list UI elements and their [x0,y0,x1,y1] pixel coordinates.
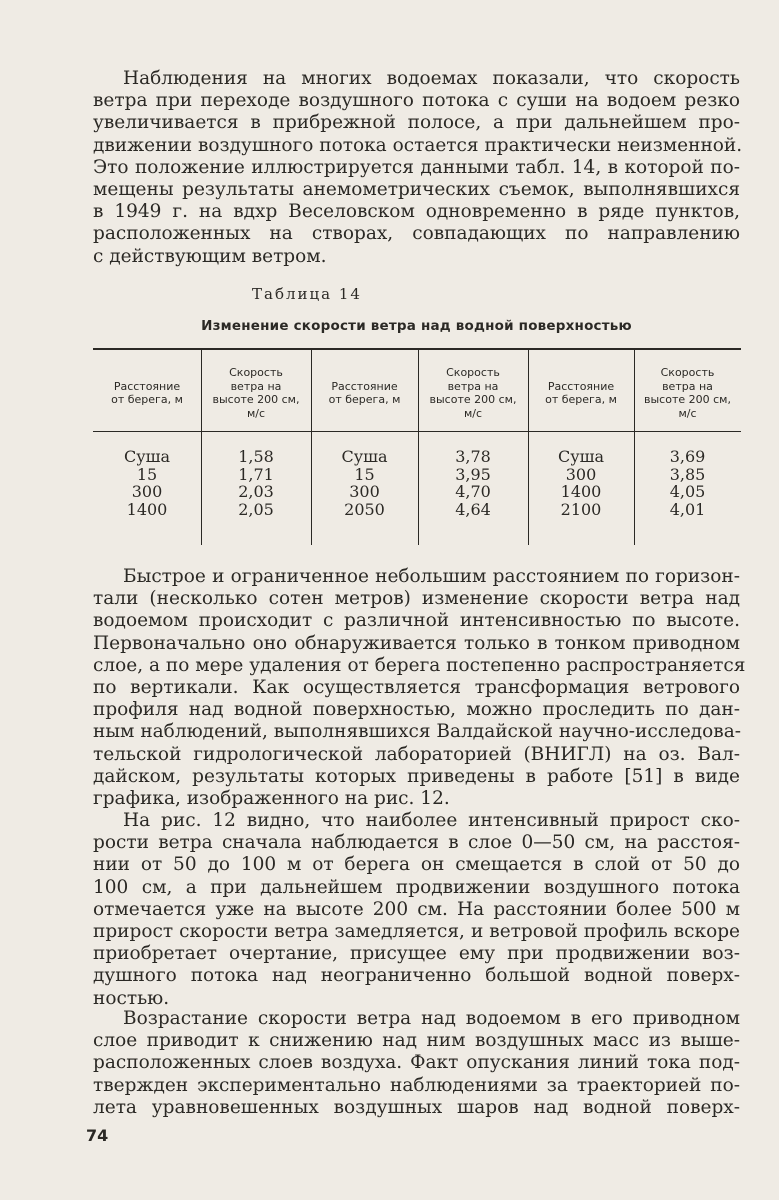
table-cell: Суша [123,447,171,466]
table-cell: 2100 [560,499,602,519]
text-line: мещены результаты анемометрических съемок, выполнявшихся [93,179,740,201]
table-cell: 300 [565,464,597,484]
table-cell: 3,85 [669,464,706,484]
header-distance: Расстояние от берега, м [328,379,401,406]
header-speed: Скорость ветра на высоте 200 см, м/с [429,366,517,420]
table-caption: Таблица 14 [252,285,362,303]
column-distance-3 [528,448,634,518]
table-cell: Суша [341,447,388,466]
text-line: тали (несколько сотен метров) изменение скорости ветра над [93,588,740,610]
paragraph-intro [93,68,743,268]
table-cell: Суша [557,447,605,466]
table-cell: 1,58 [238,447,274,466]
page-number: 74 [86,1126,109,1145]
text-line: прирост скорости ветра замедляется, и ветровой профиль вскоре [93,921,740,943]
column-speed-1 [201,448,311,518]
paragraph-fig12 [93,810,740,1010]
text-line: нии от 50 до 100 м от берега он смещается в слой от 50 до [93,854,740,876]
text-line: ностью. [93,987,170,1009]
text-line: лета уравновешенных воздушных шаров над водной поверх- [93,1096,740,1118]
text-line: отмечается уже на высоте 200 см. На расстоянии более 500 м [93,898,740,920]
text-line: тельской гидрологической лабораторией (ВНИГЛ) на оз. Вал- [93,743,740,765]
text-line: рости ветра сначала наблюдается в слое 0—50 см, на расстоя- [93,832,740,854]
table-cell: 2050 [344,499,385,519]
table-cell: 1,71 [238,464,274,484]
column-distance-2 [311,448,418,518]
text-line: увеличивается в прибрежной полосе, а при дальнейшем про- [93,112,740,134]
text-line: Возрастание скорости ветра над водоемом в его приводном [123,1008,740,1029]
table-cell: 4,70 [455,482,491,501]
text-line: слое приводит к снижению над ним воздушных масс из выше- [93,1030,740,1052]
text-line: с действующим ветром. [93,245,327,267]
table-header-rule [93,431,741,432]
text-line: Наблюдения на многих водоемах показали, что скорость [123,68,740,89]
paragraph-fast-change [93,566,746,810]
text-line: движении воздушного потока остается практически неизменной. [93,134,743,156]
paragraph-descent [93,1008,740,1119]
text-line: ным наблюдений, выполнявшихся Валдайской научно-исследова- [93,721,741,743]
text-line: Первоначально оно обнаруживается только в тонком приводном [93,632,740,654]
column-speed-3 [634,448,741,518]
text-line: Это положение иллюстрируется данными табл. 14, в которой по- [93,156,740,178]
table-cell: 2,03 [238,482,274,501]
header-distance: Расстояние от берега, м [111,379,183,406]
wind-speed-table [93,348,741,553]
text-line: 100 см, а при дальнейшем продвижении воздушного потока [93,876,740,898]
table-cell: 15 [354,464,375,484]
text-line: слое, а по мере удаления от берега постепенно распространяется [93,654,746,676]
column-speed-2 [418,448,528,518]
header-speed: Скорость ветра на высоте 200 см, м/с [212,366,300,420]
table-cell: 3,78 [455,447,491,466]
text-line: водоемом происходит с различной интенсивностью по высоте. [93,610,740,632]
text-line: профиля над водной поверхностью, можно проследить по дан- [93,699,740,721]
text-line: по вертикали. Как осуществляется трансформация ветрового [93,677,740,699]
table-cell: 4,01 [669,499,706,519]
text-line: расположенных на створах, совпадающих по направлению [93,223,740,245]
table-cell: 1400 [126,499,168,519]
table-cell: 3,95 [455,464,491,484]
table-cell: 1400 [560,482,602,501]
table-top-rule [93,348,741,350]
text-line: ветра при переходе воздушного потока с суши на водоем резко [93,90,740,112]
table-cell: 4,64 [455,499,491,519]
text-line: приобретает очертание, присущее ему при продвижении воз- [93,943,740,965]
table-cell: 3,69 [669,447,706,466]
text-line: расположенных слоев воздуха. Факт опускания линий тока под- [93,1052,740,1074]
text-line: На рис. 12 видно, что наиболее интенсивный прирост ско- [123,810,740,831]
table-cell: 2,05 [238,499,274,519]
text-line: твержден экспериментально наблюдениями за траекторией по- [93,1074,740,1096]
table-title: Изменение скорости ветра над водной поверхностью [201,318,632,334]
header-speed: Скорость ветра на высоте 200 см, м/с [644,366,731,420]
header-distance: Расстояние от берега, м [545,379,617,406]
table-cell: 15 [136,464,158,484]
table-cell: 300 [349,482,380,501]
text-line: Быстрое и ограниченное небольшим расстоянием по горизон- [123,566,740,587]
table-cell: 4,05 [669,482,706,501]
column-distance-1 [93,448,201,518]
text-line: душного потока над неограниченно большой водной поверх- [93,965,740,987]
text-line: графика, изображенного на рис. 12. [93,788,450,810]
table-cell: 300 [131,482,163,501]
text-line: дайском, результаты которых приведены в работе [51] в виде [93,765,740,787]
text-line: в 1949 г. на вдхр Веселовском одновременно в ряде пунктов, [93,201,740,223]
